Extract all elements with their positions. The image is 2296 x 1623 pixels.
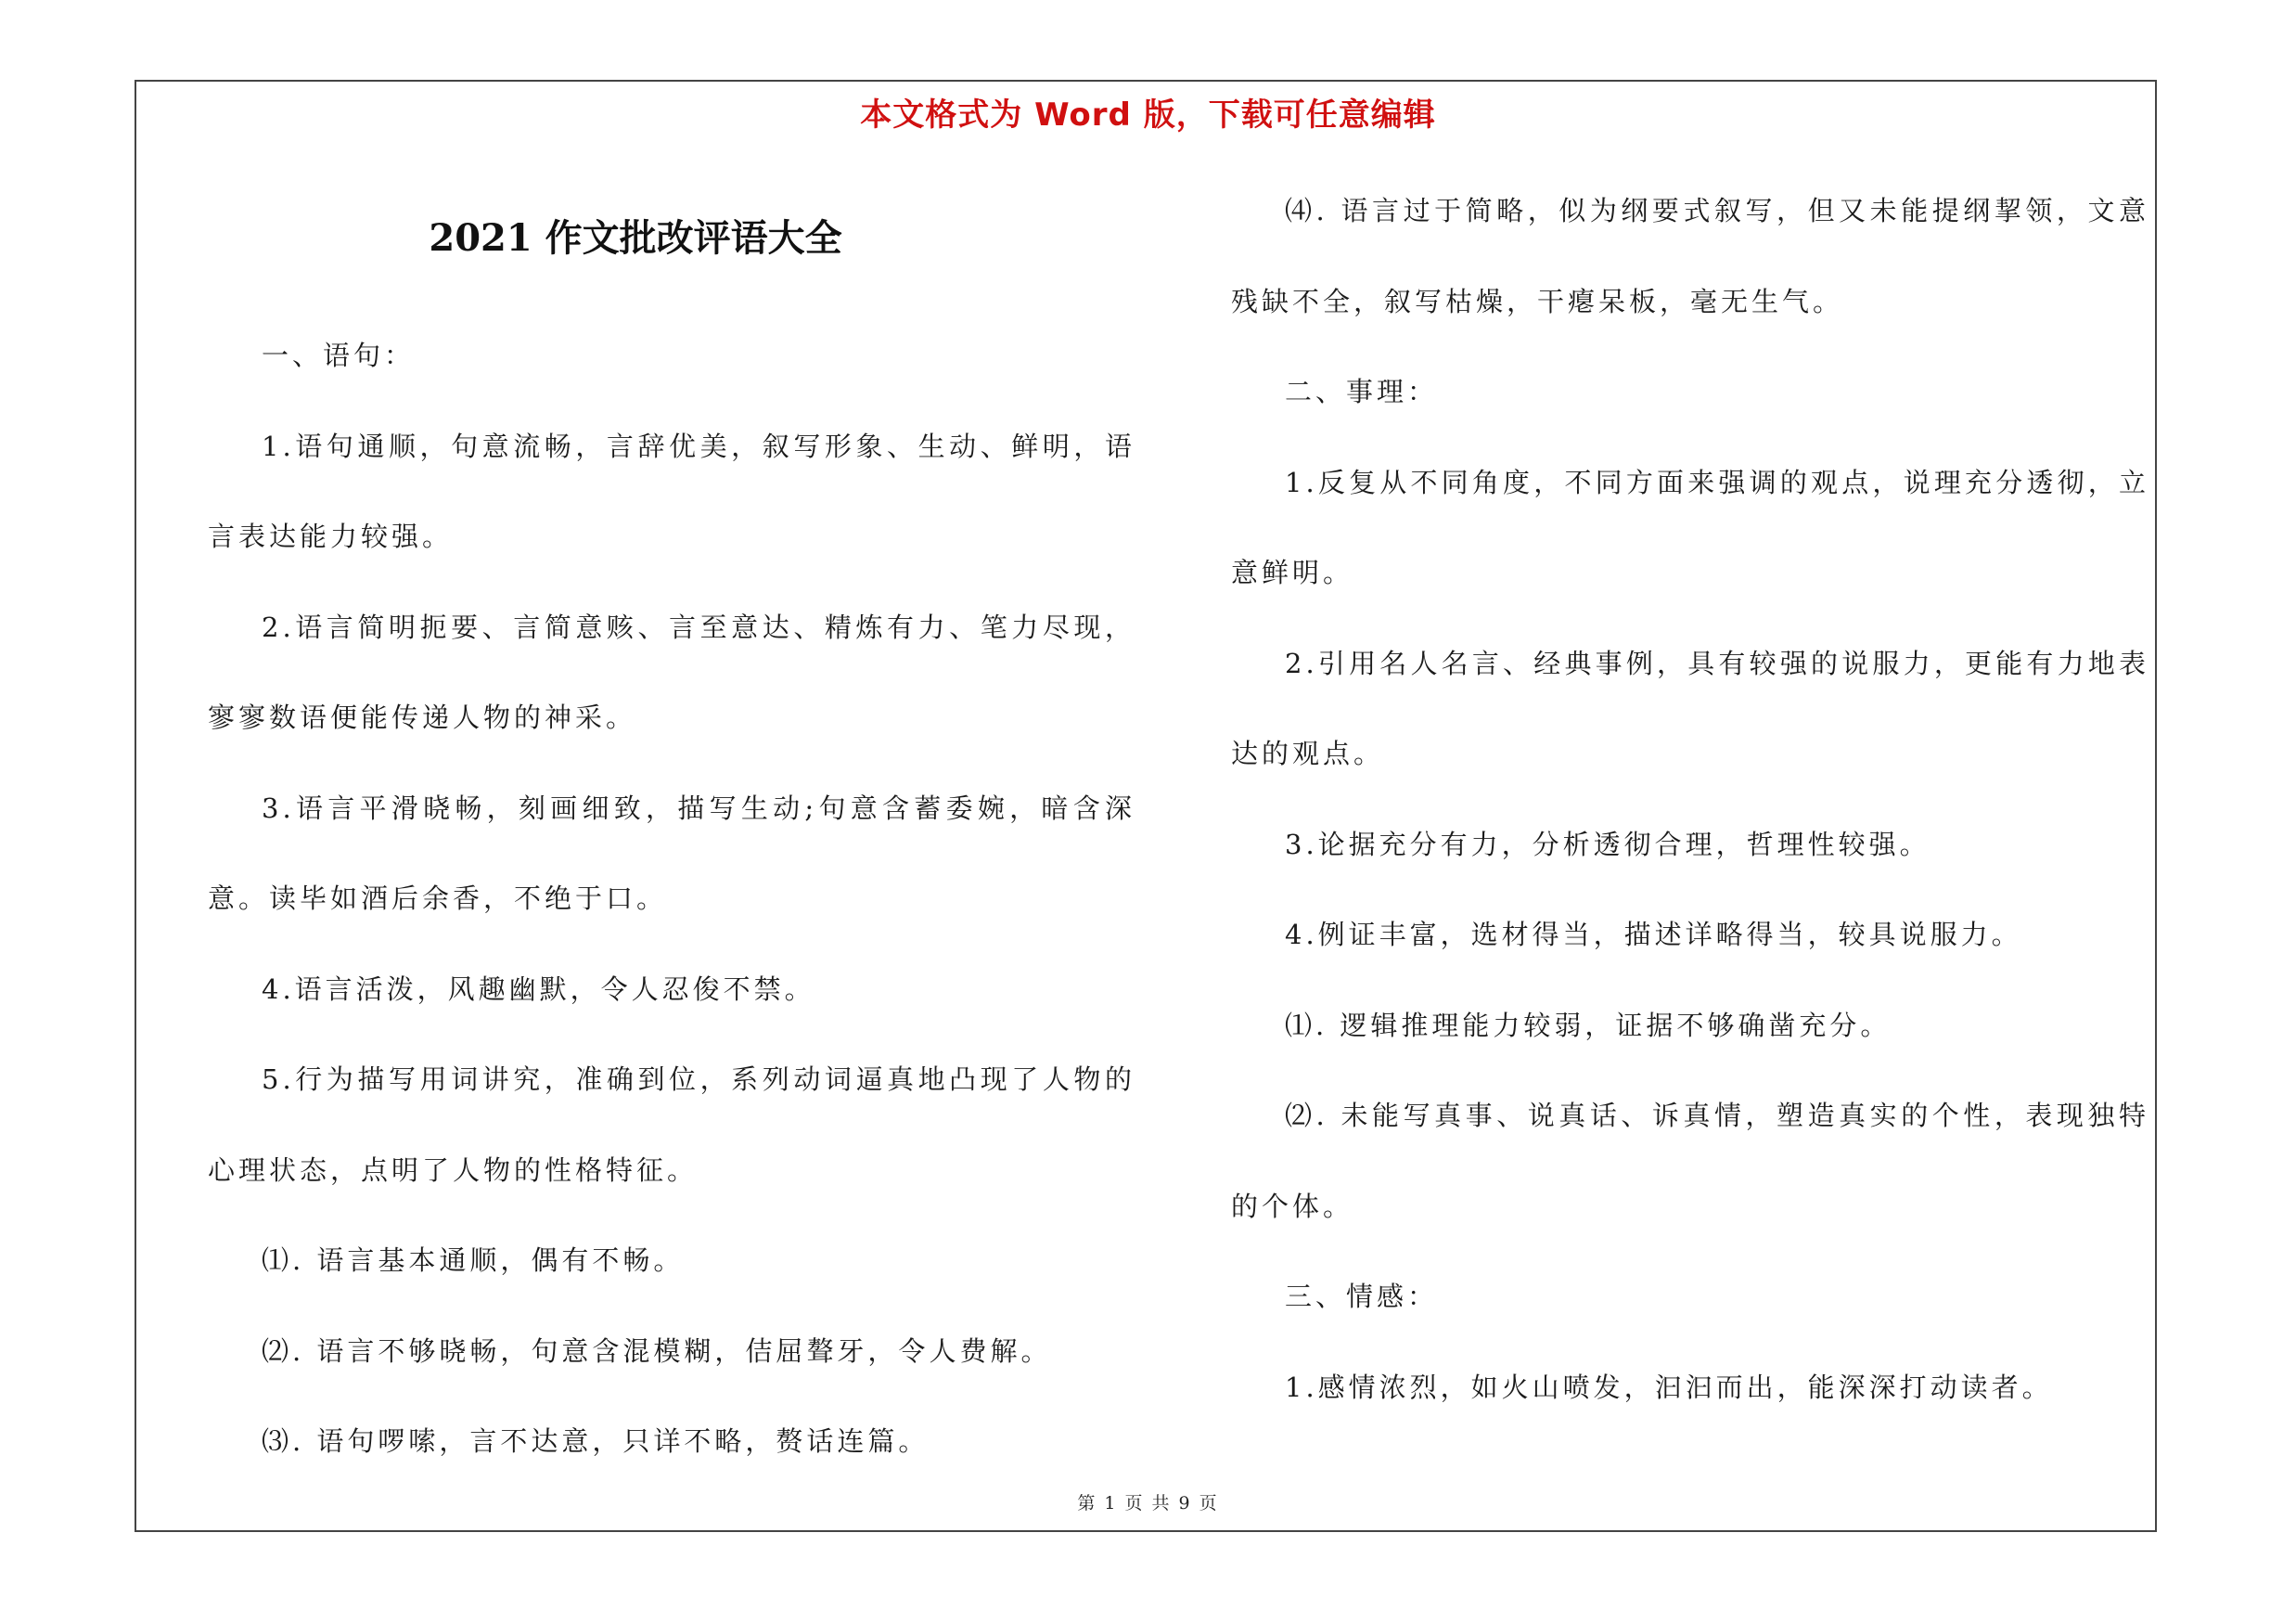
right-column — [1231, 166, 2149, 1433]
paragraph: ⑷. 语言过于简略，似为纲要式叙写，但又未能提纲挈领，文意残缺不全，叙写枯燥，干瘪呆板，毫无生气。 — [1231, 195, 2149, 317]
document-title: 2021 作文批改评语大全 — [429, 216, 842, 260]
paragraph: 2.引用名人名言、经典事例，具有较强的说服力，更能有力地表达的观点。 — [1231, 647, 2149, 769]
section-heading-reasoning: 二、事理： — [1285, 376, 1439, 407]
section-heading-emotion: 三、情感： — [1285, 1281, 1439, 1312]
paragraph: 4.语言活泼，风趣幽默，令人忍俊不禁。 — [262, 973, 815, 1005]
paragraph: ⑶. 语句啰嗦，言不达意，只详不略，赘话连篇。 — [262, 1425, 930, 1457]
page-number-footer: 第 1 页 共 9 页 — [1077, 1493, 1219, 1514]
paragraph: ⑴. 语言基本通顺，偶有不畅。 — [262, 1244, 685, 1276]
paragraph: 1.反复从不同角度，不同方面来强调的观点，说理充分透彻，立意鲜明。 — [1231, 466, 2149, 588]
paragraph: 3.论据充分有力，分析透彻合理，哲理性较强。 — [1285, 828, 1930, 860]
paragraph: 5.行为描写用词讲究，准确到位，系列动词逼真地凸现了人物的心理状态，点明了人物的性格特征。 — [208, 1063, 1135, 1186]
paragraph: 1.语句通顺，句意流畅，言辞优美，叙写形象、生动、鲜明，语言表达能力较强。 — [208, 430, 1135, 552]
section-heading-sentences: 一、语句： — [262, 340, 416, 371]
paragraph: 1.感情浓烈，如火山喷发，汩汩而出，能深深打动读者。 — [1285, 1371, 2053, 1403]
paragraph: ⑵. 语言不够晓畅，句意含混模糊，佶屈聱牙，令人费解。 — [262, 1334, 1052, 1367]
paragraph: 2.语言简明扼要、言简意赅、言至意达、精炼有力、笔力尽现，寥寥数语便能传递人物的神采。 — [208, 611, 1135, 733]
left-column — [208, 311, 1135, 1488]
paragraph: ⑵. 未能写真事、说真话、诉真情，塑造真实的个性，表现独特的个体。 — [1231, 1100, 2149, 1222]
paragraph: ⑴. 逻辑推理能力较弱，证据不够确凿充分。 — [1285, 1009, 1892, 1041]
paragraph: 4.例证丰富，选材得当，描述详略得当，较具说服力。 — [1285, 919, 2022, 950]
format-banner: 本文格式为 Word 版，下载可任意编辑 — [860, 97, 1436, 134]
paragraph: 3.语言平滑晓畅，刻画细致，描写生动;句意含蓄委婉，暗含深意。读毕如酒后余香，不绝于口。 — [208, 792, 1135, 914]
